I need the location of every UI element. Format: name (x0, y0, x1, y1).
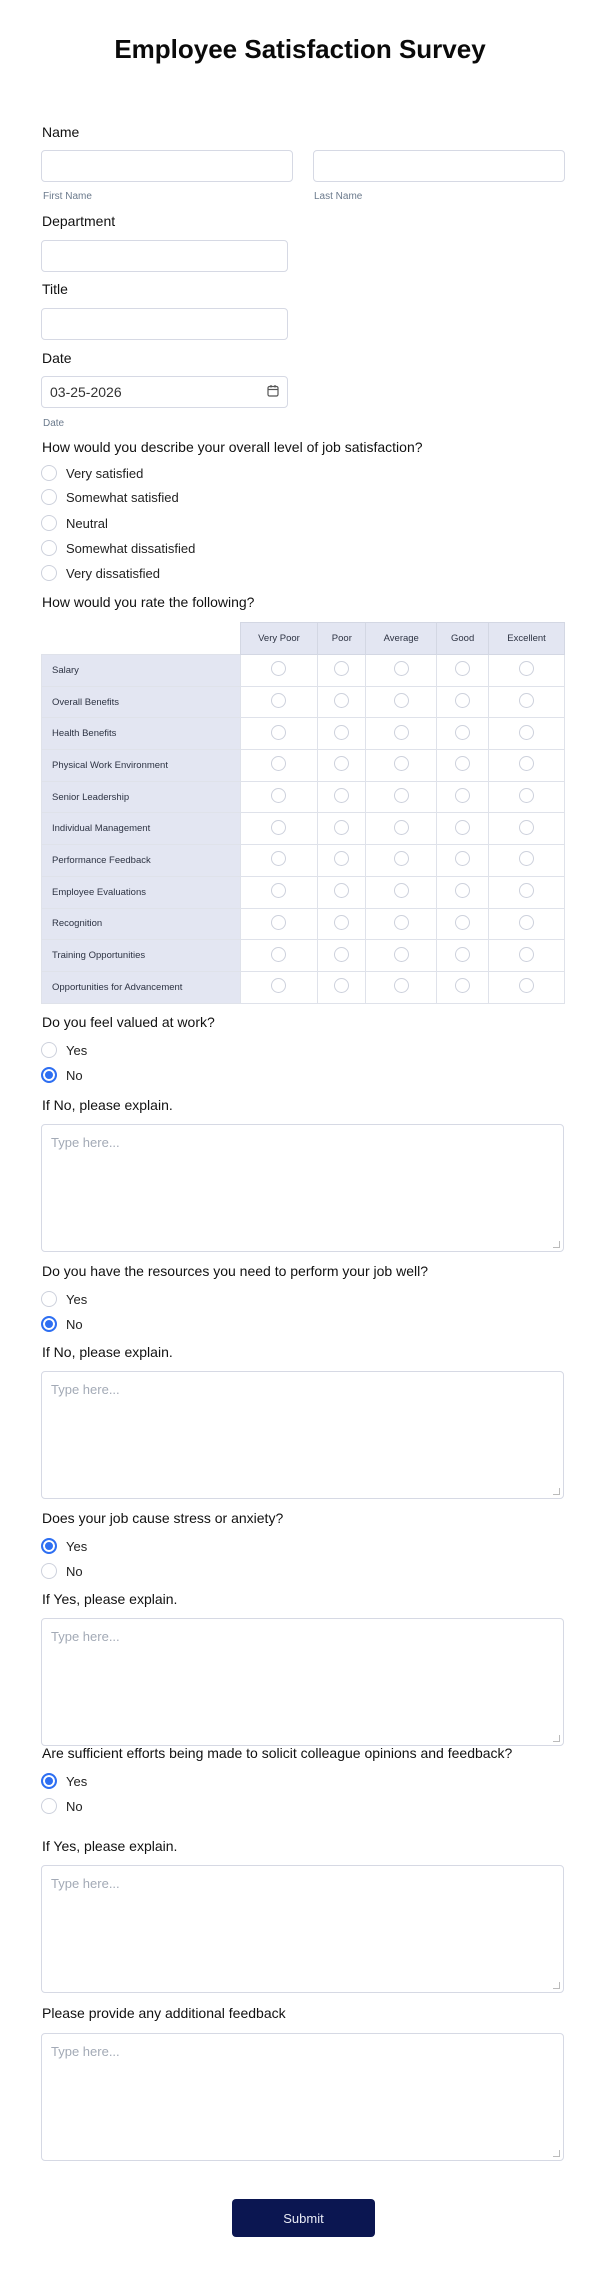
matrix-column-header: Excellent (489, 623, 565, 655)
matrix-cell (437, 781, 489, 813)
matrix-radio[interactable] (394, 661, 409, 676)
matrix-row (42, 750, 565, 782)
q1-option[interactable] (41, 488, 179, 506)
matrix-row-label: Performance Feedback (42, 845, 241, 877)
q-resources-option-yes[interactable] (41, 1290, 87, 1308)
q-resources-option-no[interactable] (41, 1315, 83, 1333)
matrix-cell (437, 655, 489, 687)
matrix-radio[interactable] (394, 756, 409, 771)
submit-button[interactable]: Submit (232, 2199, 375, 2237)
matrix-cell (437, 908, 489, 940)
matrix-cell (489, 750, 565, 782)
matrix-cell (240, 781, 318, 813)
matrix-cell (366, 655, 437, 687)
matrix-radio[interactable] (394, 693, 409, 708)
matrix-row-label: Employee Evaluations (42, 876, 241, 908)
option-label: Somewhat satisfied (66, 489, 179, 505)
q-valued-label: Do you feel valued at work? (42, 1014, 215, 1030)
radio-circle[interactable] (41, 1538, 57, 1554)
matrix-cell (240, 845, 318, 877)
matrix-radio[interactable] (271, 851, 286, 866)
matrix-cell (489, 971, 565, 1003)
explain-label: If Yes, please explain. (42, 1591, 178, 1607)
option-label: Very satisfied (66, 465, 144, 481)
date-sublabel: Date (43, 418, 65, 429)
matrix-row (42, 971, 565, 1003)
matrix-cell (437, 813, 489, 845)
additional-feedback-label: Please provide any additional feedback (42, 2005, 286, 2021)
matrix-cell (366, 718, 437, 750)
radio-circle[interactable] (41, 1316, 57, 1332)
matrix-radio[interactable] (334, 947, 349, 962)
matrix-cell (318, 781, 366, 813)
option-label: Yes (66, 1538, 88, 1554)
matrix-radio[interactable] (519, 693, 534, 708)
department-label: Department (42, 213, 116, 229)
matrix-row-label: Health Benefits (42, 718, 241, 750)
matrix-radio[interactable] (455, 915, 470, 930)
matrix-label: How would you rate the following? (42, 594, 255, 610)
matrix-cell (437, 940, 489, 972)
date-input[interactable] (41, 376, 288, 408)
matrix-radio[interactable] (394, 851, 409, 866)
first-name-sublabel: First Name (43, 191, 92, 202)
matrix-radio[interactable] (334, 978, 349, 993)
matrix-radio[interactable] (271, 693, 286, 708)
department-input[interactable] (41, 240, 288, 272)
matrix-cell (366, 845, 437, 877)
matrix-cell (366, 876, 437, 908)
matrix-cell (489, 686, 565, 718)
first-name-input[interactable] (41, 150, 293, 182)
matrix-cell (366, 781, 437, 813)
matrix-radio[interactable] (271, 725, 286, 740)
matrix-radio[interactable] (394, 788, 409, 803)
matrix-radio[interactable] (334, 851, 349, 866)
matrix-cell (489, 655, 565, 687)
matrix-cell (318, 686, 366, 718)
matrix-cell (437, 686, 489, 718)
radio-circle[interactable] (41, 1798, 57, 1814)
matrix-radio[interactable] (271, 820, 286, 835)
explain-textarea[interactable]: Type here... (41, 1371, 564, 1499)
matrix-row (42, 813, 565, 845)
explain-label: If Yes, please explain. (42, 1838, 178, 1854)
explain-textarea[interactable]: Type here... (41, 1618, 564, 1746)
matrix-row-label: Individual Management (42, 813, 241, 845)
matrix-cell (240, 971, 318, 1003)
matrix-radio[interactable] (271, 947, 286, 962)
option-label: Yes (66, 1042, 88, 1058)
matrix-radio[interactable] (455, 820, 470, 835)
matrix-cell (366, 971, 437, 1003)
matrix-row (42, 876, 565, 908)
matrix-cell (240, 718, 318, 750)
matrix-column-header: Poor (318, 623, 366, 655)
radio-circle[interactable] (41, 1291, 57, 1307)
matrix-cell (366, 908, 437, 940)
matrix-radio[interactable] (519, 947, 534, 962)
matrix-cell (318, 655, 366, 687)
radio-circle[interactable] (41, 515, 57, 531)
option-label: No (66, 1067, 83, 1083)
matrix-radio[interactable] (455, 947, 470, 962)
matrix-radio[interactable] (519, 883, 534, 898)
matrix-radio[interactable] (519, 725, 534, 740)
matrix-radio[interactable] (455, 978, 470, 993)
title-input[interactable] (41, 308, 288, 340)
matrix-row (42, 655, 565, 687)
matrix-cell (318, 718, 366, 750)
option-label: No (66, 1798, 83, 1814)
matrix-cell (318, 750, 366, 782)
explain-label: If No, please explain. (42, 1344, 173, 1360)
matrix-radio[interactable] (394, 915, 409, 930)
matrix-radio[interactable] (519, 661, 534, 676)
matrix-radio[interactable] (394, 725, 409, 740)
matrix-radio[interactable] (455, 883, 470, 898)
matrix-cell (437, 718, 489, 750)
matrix-radio[interactable] (334, 661, 349, 676)
matrix-cell (489, 845, 565, 877)
matrix-row-label: Senior Leadership (42, 781, 241, 813)
matrix-cell (489, 813, 565, 845)
matrix-cell (437, 845, 489, 877)
option-label: Neutral (66, 515, 108, 531)
matrix-radio[interactable] (271, 978, 286, 993)
q1-option[interactable] (41, 539, 195, 557)
option-label: Yes (66, 1291, 88, 1307)
matrix-row (42, 845, 565, 877)
matrix-radio[interactable] (334, 788, 349, 803)
matrix-cell (318, 876, 366, 908)
matrix-cell (366, 686, 437, 718)
matrix-cell (489, 876, 565, 908)
matrix-row (42, 686, 565, 718)
matrix-cell (318, 971, 366, 1003)
matrix-cell (240, 940, 318, 972)
matrix-radio[interactable] (455, 851, 470, 866)
matrix-row-label: Training Opportunities (42, 940, 241, 972)
matrix-cell (240, 908, 318, 940)
matrix-column-header: Good (437, 623, 489, 655)
matrix-radio[interactable] (394, 947, 409, 962)
matrix-radio[interactable] (271, 756, 286, 771)
matrix-radio[interactable] (455, 693, 470, 708)
matrix-cell (318, 940, 366, 972)
matrix-radio[interactable] (334, 693, 349, 708)
matrix-cell (489, 908, 565, 940)
matrix-cell (366, 813, 437, 845)
q1-option[interactable] (41, 564, 160, 582)
last-name-sublabel: Last Name (314, 191, 363, 202)
matrix-cell (366, 940, 437, 972)
matrix-cell (240, 655, 318, 687)
q-efforts-label: Are sufficient efforts being made to solicit colleague opinions and feedback? (42, 1745, 513, 1761)
matrix-radio[interactable] (394, 978, 409, 993)
q-stress-option-yes[interactable] (41, 1537, 87, 1555)
date-label: Date (42, 350, 72, 366)
q1-option[interactable] (41, 464, 143, 482)
matrix-radio[interactable] (334, 915, 349, 930)
matrix-radio[interactable] (271, 883, 286, 898)
radio-circle[interactable] (41, 465, 57, 481)
matrix-radio[interactable] (455, 756, 470, 771)
explain-textarea[interactable]: Type here... (41, 1865, 564, 1993)
matrix-radio[interactable] (519, 978, 534, 993)
matrix-row-label: Salary (42, 655, 241, 687)
q-stress-label: Does your job cause stress or anxiety? (42, 1510, 284, 1526)
option-label: Very dissatisfied (66, 565, 160, 581)
radio-circle[interactable] (41, 1042, 57, 1058)
matrix-radio[interactable] (271, 915, 286, 930)
option-label: Yes (66, 1773, 88, 1789)
matrix-radio[interactable] (455, 661, 470, 676)
matrix-row-label: Overall Benefits (42, 686, 241, 718)
calendar-icon[interactable] (267, 384, 279, 400)
matrix-cell (437, 971, 489, 1003)
option-label: Somewhat dissatisfied (66, 540, 196, 556)
matrix-radio[interactable] (334, 883, 349, 898)
q1-label: How would you describe your overall level of job satisfaction? (42, 439, 423, 455)
additional-feedback-textarea[interactable]: Type here... (41, 2033, 564, 2161)
radio-circle[interactable] (41, 489, 57, 505)
radio-circle[interactable] (41, 1563, 57, 1579)
matrix-cell (240, 813, 318, 845)
matrix-radio[interactable] (455, 788, 470, 803)
matrix-row (42, 718, 565, 750)
matrix-radio[interactable] (519, 756, 534, 771)
matrix-cell (240, 686, 318, 718)
matrix-row-label: Opportunities for Advancement (42, 971, 241, 1003)
matrix-cell (240, 750, 318, 782)
matrix-cell (318, 813, 366, 845)
radio-circle[interactable] (41, 1067, 57, 1083)
matrix-row (42, 908, 565, 940)
matrix-radio[interactable] (271, 788, 286, 803)
q1-option[interactable] (41, 514, 108, 532)
q-valued-option-yes[interactable] (41, 1041, 87, 1059)
matrix-radio[interactable] (455, 725, 470, 740)
radio-circle[interactable] (41, 540, 57, 556)
matrix-radio[interactable] (334, 756, 349, 771)
matrix-radio[interactable] (519, 915, 534, 930)
matrix-cell (489, 940, 565, 972)
matrix-radio[interactable] (519, 788, 534, 803)
radio-circle[interactable] (41, 565, 57, 581)
q-efforts-option-no[interactable] (41, 1797, 83, 1815)
q-valued-option-no[interactable] (41, 1066, 83, 1084)
matrix-radio[interactable] (271, 661, 286, 676)
q-stress-option-no[interactable] (41, 1562, 83, 1580)
date-value: 03-25-2026 (50, 384, 122, 400)
matrix-radio[interactable] (334, 725, 349, 740)
matrix-column-header: Very Poor (240, 623, 318, 655)
matrix-corner (42, 623, 241, 655)
explain-label: If No, please explain. (42, 1097, 173, 1113)
matrix-cell (318, 845, 366, 877)
title-label: Title (42, 281, 68, 297)
matrix-row (42, 781, 565, 813)
explain-textarea[interactable]: Type here... (41, 1124, 564, 1252)
matrix-cell (489, 781, 565, 813)
option-label: No (66, 1316, 83, 1332)
matrix-column-header: Average (366, 623, 437, 655)
matrix-radio[interactable] (519, 851, 534, 866)
name-label: Name (42, 124, 80, 140)
matrix-cell (437, 750, 489, 782)
matrix-radio[interactable] (334, 820, 349, 835)
matrix-radio[interactable] (519, 820, 534, 835)
last-name-input[interactable] (313, 150, 565, 182)
matrix-cell (366, 750, 437, 782)
option-label: No (66, 1563, 83, 1579)
rating-matrix (41, 622, 565, 1004)
matrix-cell (437, 876, 489, 908)
matrix-cell (240, 876, 318, 908)
matrix-row-label: Physical Work Environment (42, 750, 241, 782)
matrix-radio[interactable] (394, 883, 409, 898)
q-efforts-option-yes[interactable] (41, 1772, 87, 1790)
page-title: Employee Satisfaction Survey (114, 34, 486, 64)
radio-circle[interactable] (41, 1773, 57, 1789)
matrix-row (42, 940, 565, 972)
matrix-cell (318, 908, 366, 940)
matrix-radio[interactable] (394, 820, 409, 835)
matrix-row-label: Recognition (42, 908, 241, 940)
q-resources-label: Do you have the resources you need to perform your job well? (42, 1263, 428, 1279)
matrix-cell (489, 718, 565, 750)
